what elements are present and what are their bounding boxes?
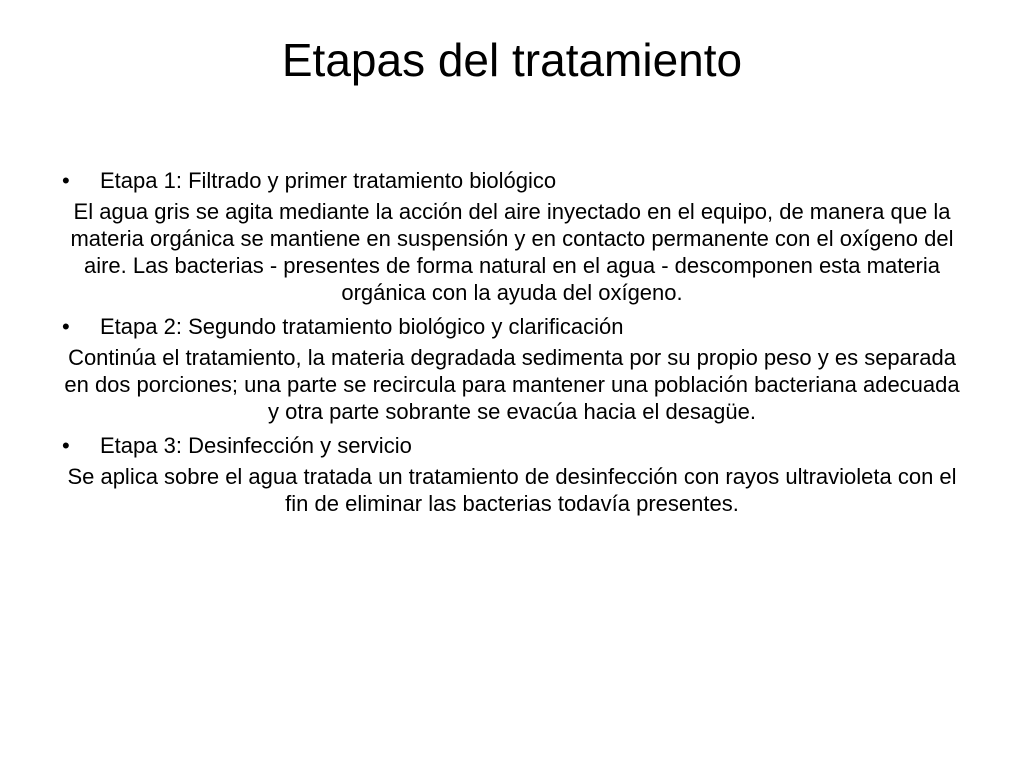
slide-title: Etapas del tratamiento	[281, 34, 743, 86]
stage-2-label: Etapa 2: Segundo tratamiento biológico y clarificación	[100, 314, 624, 339]
bullet-icon: •	[62, 433, 70, 458]
stage-1-description: El agua gris se agita mediante la acción del aire inyectado en el equipo, de manera que la materia orgánica se mantiene en suspensión y en contacto permanente con el oxígeno del aire. Las bacterias - presentes de forma natural en el agua - descomponen esta materia orgánica con la ayuda del oxígeno.	[70, 199, 954, 305]
stage-3-description: Se aplica sobre el agua tratada un tratamiento de desinfección con rayos ultravioleta con el fin de eliminar las bacterias todavía presentes.	[67, 464, 957, 516]
stage-2-bullet-row	[62, 312, 962, 342]
stage-2-description: Continúa el tratamiento, la materia degradada sedimenta por su propio peso y es separada en dos porciones; una parte se recircula para mantener una población bacteriana adecuada y otra parte sobrante se evacúa hacia el desagüe.	[64, 345, 960, 424]
stage-3-label: Etapa 3: Desinfección y servicio	[100, 433, 412, 458]
stage-2	[62, 312, 962, 425]
stage-3	[62, 431, 962, 517]
bullet-icon: •	[62, 168, 70, 193]
slide-content	[62, 164, 962, 523]
stage-3-bullet-row	[62, 431, 962, 461]
stage-1	[62, 166, 962, 306]
bullet-icon: •	[62, 314, 70, 339]
stage-1-label: Etapa 1: Filtrado y primer tratamiento biológico	[100, 168, 557, 193]
stage-1-bullet-row	[62, 166, 962, 196]
